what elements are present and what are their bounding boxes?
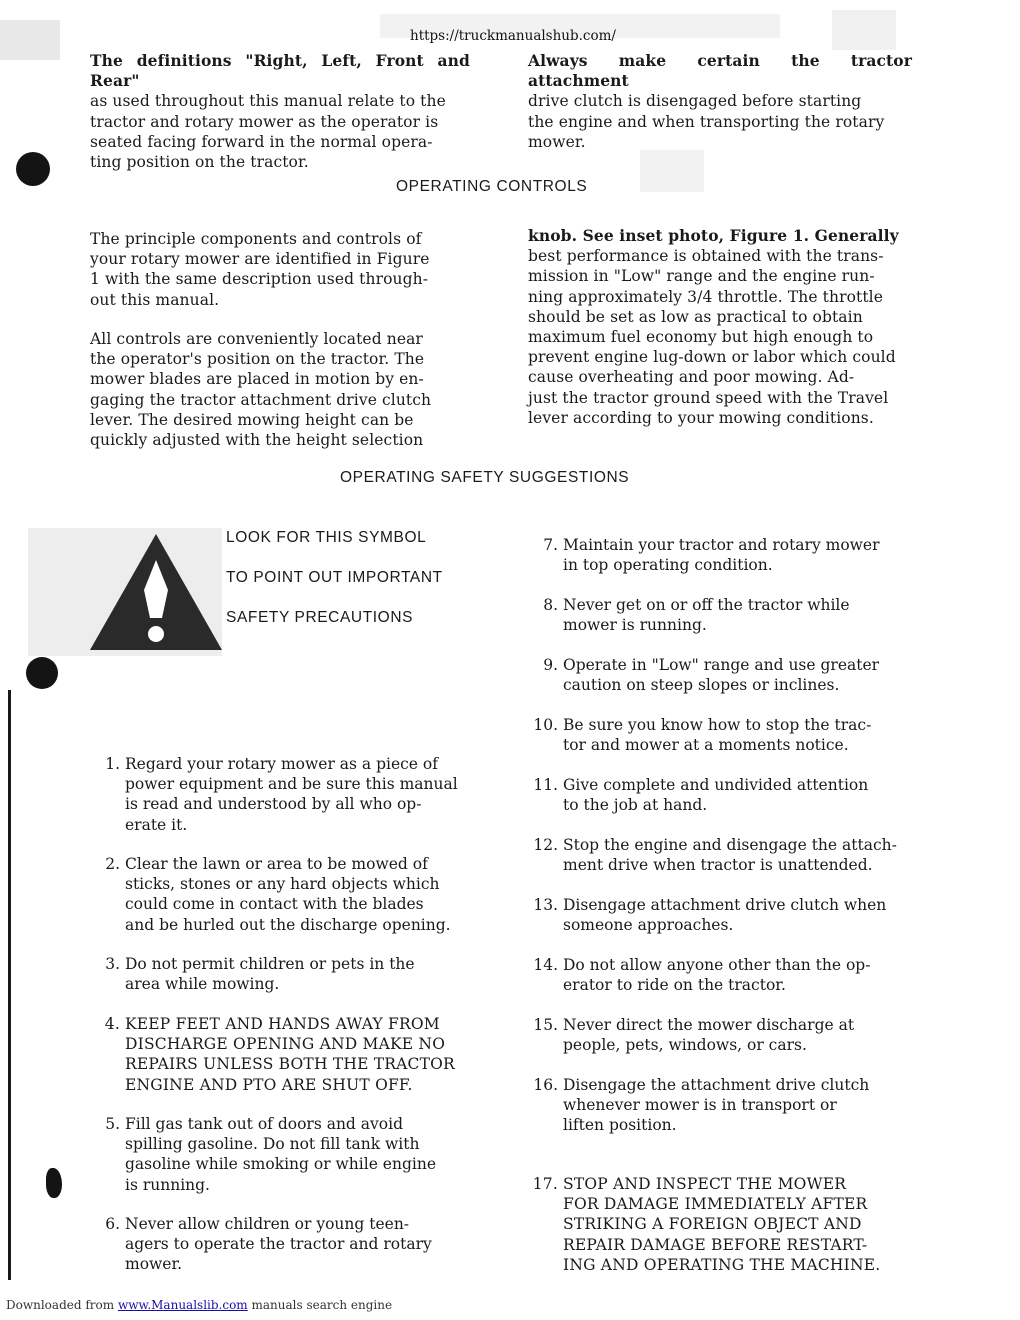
- item-number: 7.: [543, 536, 558, 554]
- text-line: mower.: [125, 1255, 183, 1274]
- text-line: ENGINE AND PTO ARE SHUT OFF.: [125, 1075, 413, 1094]
- text-line: is running.: [125, 1175, 210, 1194]
- text-line: Operate in "Low" range and use greater: [563, 656, 880, 674]
- text-line: Clear the lawn or area to be mowed of: [125, 855, 428, 873]
- safety-item: [528, 535, 912, 575]
- text-line: maximum fuel economy but high enough to: [528, 328, 874, 347]
- text-line: Never get on or off the tractor while: [563, 596, 850, 614]
- text-line: someone approaches.: [563, 916, 734, 935]
- text-line: REPAIRS UNLESS BOTH THE TRACTOR: [125, 1055, 455, 1074]
- intro-left-text: [90, 51, 470, 172]
- safety-item: [528, 715, 912, 755]
- text-line: FOR DAMAGE IMMEDIATELY AFTER: [563, 1195, 868, 1214]
- safety-item: [90, 854, 470, 935]
- text-line: out this manual.: [90, 290, 220, 309]
- text-line: drive clutch is disengaged before starting: [528, 92, 862, 111]
- scan-smudge: [832, 10, 896, 50]
- item-text: [125, 1014, 470, 1095]
- controls-left-para1: [90, 229, 470, 310]
- text-line: STRIKING A FOREIGN OBJECT AND: [563, 1215, 862, 1234]
- text-line: Give complete and undivided attention: [563, 776, 869, 794]
- scan-blob: [46, 1168, 62, 1198]
- item-text: [563, 835, 912, 875]
- text-line: your rotary mower are identified in Figure: [90, 250, 430, 269]
- text-line: just the tractor ground speed with the Travel: [528, 388, 889, 407]
- item-text: [563, 955, 912, 995]
- text-line: REPAIR DAMAGE BEFORE RESTART-: [563, 1235, 868, 1254]
- item-text: [563, 775, 912, 815]
- text-line: the engine and when transporting the rotary: [528, 112, 885, 131]
- item-text: [125, 754, 470, 835]
- safety-item: [528, 655, 912, 695]
- item-text: [563, 715, 912, 755]
- safety-item: [528, 595, 912, 635]
- text-line: the operator's position on the tractor. The: [90, 350, 425, 369]
- safety-suggestions-heading: OPERATING SAFETY SUGGESTIONS: [340, 469, 630, 486]
- text-line: liften position.: [563, 1116, 677, 1135]
- safety-item: [90, 1014, 470, 1095]
- text-line: lever. The desired mowing height can be: [90, 410, 414, 429]
- text-line: mower is running.: [563, 616, 707, 635]
- text-line: KEEP FEET AND HANDS AWAY FROM: [125, 1015, 440, 1033]
- item-text: [563, 535, 912, 575]
- item-number: 3.: [105, 955, 120, 973]
- text-line: should be set as low as practical to obtain: [528, 307, 863, 326]
- footer-suffix: manuals search engine: [247, 1298, 393, 1312]
- text-line: seated facing forward in the normal opera-: [90, 132, 433, 151]
- text-line: ning approximately 3/4 throttle. The throttle: [528, 287, 884, 306]
- text-line: ment drive when tractor is unattended.: [563, 856, 873, 875]
- safety-item: [528, 895, 912, 935]
- text-line: mower.: [528, 132, 586, 151]
- source-url: https://truckmanualshub.com/: [410, 28, 616, 44]
- text-line: The definitions "Right, Left, Front and Rear": [90, 51, 470, 91]
- scan-edge-line: [8, 690, 11, 1280]
- text-line: prevent engine lug-down or labor which could: [528, 348, 896, 367]
- safety-item: [528, 955, 912, 995]
- safety-item: [528, 1075, 912, 1136]
- text-line: mission in "Low" range and the engine run-: [528, 267, 875, 286]
- text-line: gaging the tractor attachment drive clutch: [90, 390, 432, 409]
- text-line: DISCHARGE OPENING AND MAKE NO: [125, 1035, 446, 1054]
- item-text: [125, 1114, 470, 1195]
- item-text: [563, 655, 912, 695]
- text-line: whenever mower is in transport or: [563, 1096, 837, 1115]
- text-line: STOP AND INSPECT THE MOWER: [563, 1175, 847, 1193]
- text-line: as used throughout this manual relate to the: [90, 92, 446, 111]
- item-number: 1.: [105, 755, 120, 773]
- item-number: 9.: [543, 656, 558, 674]
- text-line: gasoline while smoking or while engine: [125, 1155, 436, 1174]
- text-line: is read and understood by all who op-: [125, 795, 422, 814]
- manualslib-link[interactable]: www.Manualslib.com: [117, 1298, 248, 1312]
- text-line: in top operating condition.: [563, 556, 773, 575]
- item-text: [563, 595, 912, 635]
- item-number: 14.: [533, 956, 558, 974]
- item-number: 15.: [533, 1016, 558, 1034]
- text-line: best performance is obtained with the trans-: [528, 247, 884, 266]
- item-text: [563, 895, 912, 935]
- text-line: power equipment and be sure this manual: [125, 775, 458, 794]
- text-line: Never allow children or young teen-: [125, 1215, 410, 1233]
- text-line: Never direct the mower discharge at: [563, 1016, 855, 1034]
- text-line: mower blades are placed in motion by en-: [90, 370, 424, 389]
- text-line: Always make certain the tractor attachment: [528, 51, 912, 91]
- item-number: 12.: [533, 836, 558, 854]
- symbol-caption-line: TO POINT OUT IMPORTANT: [226, 569, 443, 586]
- item-text: [563, 1174, 912, 1275]
- operating-controls-heading: OPERATING CONTROLS: [396, 178, 588, 195]
- text-line: ING AND OPERATING THE MACHINE.: [563, 1255, 881, 1274]
- item-number: 11.: [533, 776, 558, 794]
- text-line: area while mowing.: [125, 975, 280, 994]
- text-line: Do not permit children or pets in the: [125, 955, 415, 973]
- text-line: spilling gasoline. Do not fill tank with: [125, 1135, 420, 1154]
- item-text: [563, 1075, 912, 1136]
- text-line: sticks, stones or any hard objects which: [125, 875, 440, 894]
- safety-item: [90, 1114, 470, 1195]
- symbol-caption-line: SAFETY PRECAUTIONS: [226, 609, 414, 626]
- item-text: [125, 854, 470, 935]
- text-line: ting position on the tractor.: [90, 153, 309, 172]
- item-number: 2.: [105, 855, 120, 873]
- text-line: erator to ride on the tractor.: [563, 976, 786, 995]
- item-number: 6.: [105, 1215, 120, 1233]
- controls-left-para2: [90, 329, 470, 450]
- safety-item: [528, 1174, 912, 1275]
- safety-item: [90, 1214, 470, 1275]
- item-text: [125, 1214, 470, 1275]
- scan-smudge: [0, 20, 60, 60]
- text-line: quickly adjusted with the height selection: [90, 431, 424, 450]
- text-line: cause overheating and poor mowing. Ad-: [528, 368, 855, 387]
- text-line: All controls are conveniently located near: [90, 330, 423, 348]
- footer: [6, 1298, 392, 1312]
- safety-item: [90, 954, 470, 994]
- item-number: 5.: [105, 1115, 120, 1133]
- item-number: 16.: [533, 1076, 558, 1094]
- text-line: Regard your rotary mower as a piece of: [125, 755, 438, 773]
- text-line: Disengage attachment drive clutch when: [563, 896, 887, 914]
- text-line: and be hurled out the discharge opening.: [125, 915, 451, 934]
- intro-right-text: [528, 51, 912, 152]
- scan-blob: [16, 152, 50, 186]
- text-line: 1 with the same description used through-: [90, 270, 429, 289]
- text-line: to the job at hand.: [563, 796, 708, 815]
- text-line: Fill gas tank out of doors and avoid: [125, 1115, 403, 1133]
- safety-item: [528, 775, 912, 815]
- text-line: Maintain your tractor and rotary mower: [563, 536, 880, 554]
- item-number: 4.: [104, 1015, 120, 1033]
- footer-prefix: Downloaded from: [6, 1298, 118, 1312]
- text-line: caution on steep slopes or inclines.: [563, 676, 840, 695]
- text-line: Disengage the attachment drive clutch: [563, 1076, 870, 1094]
- text-line: The principle components and controls of: [90, 230, 422, 248]
- text-line: tractor and rotary mower as the operator is: [90, 112, 439, 131]
- safety-item: [528, 1015, 912, 1055]
- scan-smudge: [640, 150, 704, 192]
- text-line: Be sure you know how to stop the trac-: [563, 716, 872, 734]
- text-line: lever according to your mowing conditions.: [528, 408, 874, 427]
- text-line: Stop the engine and disengage the attach-: [563, 836, 897, 854]
- warning-triangle-icon: [86, 530, 226, 654]
- safety-item: [528, 835, 912, 875]
- controls-right-text: [528, 226, 912, 428]
- item-number: 10.: [533, 716, 558, 734]
- safety-item: [90, 754, 470, 835]
- item-text: [125, 954, 470, 994]
- text-line: agers to operate the tractor and rotary: [125, 1235, 432, 1254]
- item-text: [563, 1015, 912, 1055]
- text-line: could come in contact with the blades: [125, 895, 424, 914]
- item-number: 8.: [543, 596, 558, 614]
- scan-blob: [26, 657, 58, 689]
- text-line: people, pets, windows, or cars.: [563, 1036, 807, 1055]
- text-line: erate it.: [125, 815, 188, 834]
- item-number: 17.: [532, 1175, 558, 1193]
- symbol-caption-line: LOOK FOR THIS SYMBOL: [226, 529, 427, 546]
- text-line: tor and mower at a moments notice.: [563, 736, 849, 755]
- item-number: 13.: [533, 896, 558, 914]
- text-line: Do not allow anyone other than the op-: [563, 956, 871, 974]
- text-line: knob. See inset photo, Figure 1. Generally: [528, 226, 899, 245]
